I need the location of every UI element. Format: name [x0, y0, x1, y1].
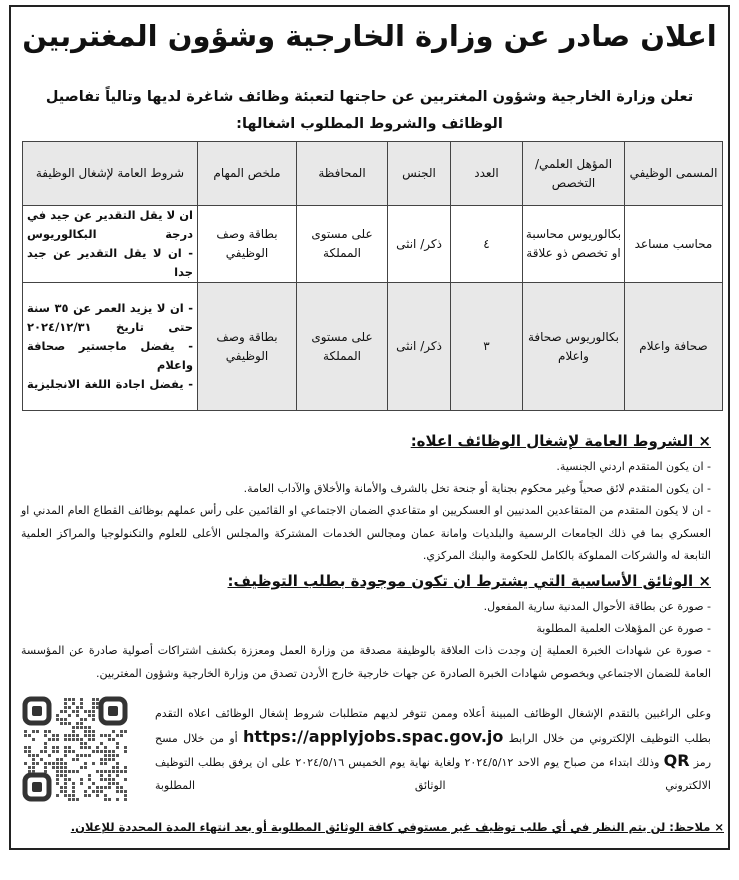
qr-module: [68, 798, 71, 801]
qr-module: [72, 770, 75, 773]
qr-module: [104, 734, 107, 737]
qr-module: [104, 794, 107, 797]
qr-module: [112, 770, 115, 773]
qr-module: [92, 702, 95, 705]
qr-module: [104, 754, 107, 757]
qr-module: [124, 778, 127, 781]
note: × ملاحظ: لن يتم النظر في أي طلب توظيف غير مستوفي كافة الوثائق المطلوبة أو بعد انتهاء المدة المحددة للإعلان.: [70, 820, 724, 834]
qr-module: [60, 774, 63, 777]
qr-module: [96, 698, 99, 701]
qr-module: [120, 734, 123, 737]
qr-module: [92, 782, 95, 785]
qr-module: [52, 766, 55, 769]
qr-module: [120, 790, 123, 793]
qr-module: [96, 702, 99, 705]
qr-module: [56, 750, 59, 753]
qr-module: [112, 750, 115, 753]
qr-module: [36, 762, 39, 765]
qr-module: [68, 698, 71, 701]
qr-module: [84, 754, 87, 757]
qr-module: [64, 710, 67, 713]
qr-module: [68, 750, 71, 753]
qr-module: [88, 774, 91, 777]
qr-module: [64, 774, 67, 777]
qr-module: [124, 794, 127, 797]
qr-module: [124, 730, 127, 733]
qr-module: [80, 766, 83, 769]
qr-module: [68, 738, 71, 741]
header-conditions: شروط العامة لإشغال الوظيفة: [23, 142, 198, 206]
qr-module: [80, 754, 83, 757]
qr-module: [92, 790, 95, 793]
qr-module: [88, 754, 91, 757]
qr-module: [52, 746, 55, 749]
qr-module: [88, 738, 91, 741]
qr-module: [64, 790, 67, 793]
qr-module: [116, 746, 119, 749]
qr-module: [52, 734, 55, 737]
qr-module: [24, 730, 27, 733]
cell-governorate: على مستوى المملكة: [297, 206, 388, 283]
qr-module: [92, 738, 95, 741]
qr-module: [72, 790, 75, 793]
qr-module: [64, 738, 67, 741]
qr-module: [76, 726, 79, 729]
qr-module: [84, 734, 87, 737]
apply-text: أو من خلال مسح رمز: [155, 731, 712, 769]
header-title: المسمى الوظيفي: [625, 142, 723, 206]
qr-module: [48, 754, 51, 757]
document-item: - صورة عن بطاقة الأحوال المدنية سارية المفعول.: [483, 600, 711, 613]
table-row: [23, 283, 723, 411]
qr-module: [84, 718, 87, 721]
qr-module: [112, 778, 115, 781]
qr-module: [100, 762, 103, 765]
cell-qualification: بكالوريوس محاسبة او تخصص ذو علاقة: [523, 206, 625, 283]
qr-label: QR: [663, 751, 690, 770]
intro-text: تعلن وزارة الخارجية وشؤون المغتربين عن حاجتها لتعبئة وظائف شاغرة لديها وتالياً تفاصيل الوظائف والشروط المطلوب اشغالها:: [45, 89, 694, 132]
condition-line: ان لا يقل التقدير عن جيد في درجة البكالوريوس: [27, 208, 193, 241]
qr-module: [28, 754, 31, 757]
qr-module: [104, 798, 107, 801]
qr-module: [72, 750, 75, 753]
qr-module: [64, 778, 67, 781]
qr-module: [60, 710, 63, 713]
cell-tasks: بطاقة وصف الوظيفي: [198, 206, 297, 283]
qr-module: [32, 762, 35, 765]
qr-module: [60, 722, 63, 725]
qr-module: [88, 746, 91, 749]
qr-module: [76, 722, 79, 725]
qr-module: [36, 754, 39, 757]
documents-section: [21, 568, 711, 685]
qr-module: [88, 778, 91, 781]
general-item: - ان لا يكون المتقدم من المتقاعدين المدنيين او العسكريين او متقاعدي الضمان الاجتماعي او القائمين على رأس عملهم بوظائف القطاع العام المدني او العسكري بما في ذلك الجامعات الرسمية والبلديات وامانة عمان ومجالس الخدمات المشتركة والمجلس الأعلى للعلوم والتكنولوجيا والمراكز العلمية التابعة له والشركات المملوكة بالكامل للحكومة والبنك المركزي.: [21, 504, 711, 562]
qr-module: [100, 742, 103, 745]
qr-module: [40, 750, 43, 753]
qr-module: [116, 782, 119, 785]
qr-module: [64, 698, 67, 701]
qr-module: [108, 782, 111, 785]
qr-module: [28, 746, 31, 749]
qr-module: [108, 786, 111, 789]
qr-module: [80, 702, 83, 705]
qr-module: [100, 758, 103, 761]
qr-module: [72, 738, 75, 741]
qr-module: [72, 730, 75, 733]
condition-line: - ان لا يزيد العمر عن ٣٥ سنة حتى تاريخ ٢٠٢٤/١٢/٣١: [27, 301, 193, 334]
qr-module: [64, 786, 67, 789]
qr-module: [72, 710, 75, 713]
qr-module: [84, 710, 87, 713]
qr-module: [76, 770, 79, 773]
qr-module: [64, 766, 67, 769]
qr-module: [28, 734, 31, 737]
qr-module: [120, 770, 123, 773]
qr-module: [116, 770, 119, 773]
general-conditions-heading: × الشروط العامة لإشغال الوظائف اعلاه:: [410, 432, 711, 450]
qr-module: [68, 770, 71, 773]
qr-module: [108, 774, 111, 777]
qr-module: [88, 726, 91, 729]
qr-module: [56, 714, 59, 717]
qr-module: [100, 790, 103, 793]
qr-module: [48, 762, 51, 765]
qr-module: [72, 758, 75, 761]
qr-module: [56, 734, 59, 737]
header-count: العدد: [451, 142, 523, 206]
qr-module: [88, 710, 91, 713]
qr-module: [64, 746, 67, 749]
qr-module: [88, 786, 91, 789]
qr-module: [60, 762, 63, 765]
qr-module: [40, 758, 43, 761]
qr-module: [72, 782, 75, 785]
qr-module: [64, 706, 67, 709]
qr-module: [108, 750, 111, 753]
qr-module: [116, 762, 119, 765]
qr-module: [24, 762, 27, 765]
qr-module: [96, 786, 99, 789]
qr-module: [116, 742, 119, 745]
condition-line: - يفضل اجادة اللغة الانجليزية: [27, 377, 193, 391]
qr-module: [64, 794, 67, 797]
qr-module: [104, 770, 107, 773]
qr-module: [24, 746, 27, 749]
apply-instructions: [155, 703, 711, 797]
qr-module: [60, 786, 63, 789]
qr-module: [28, 770, 31, 773]
qr-module: [104, 786, 107, 789]
qr-module: [88, 794, 91, 797]
qr-module: [44, 742, 47, 745]
documents-heading: × الوثائق الأساسية التي يشترط ان تكون موجودة بطلب التوظيف:: [227, 572, 711, 590]
qr-module: [64, 722, 67, 725]
cell-conditions: [23, 206, 198, 283]
qr-module: [64, 754, 67, 757]
qr-module: [112, 754, 115, 757]
cell-tasks: بطاقة وصف الوظيفي: [198, 283, 297, 411]
qr-module: [92, 714, 95, 717]
qr-module: [56, 766, 59, 769]
qr-module: [72, 726, 75, 729]
apply-text: وعلى الراغبين بالتقدم الإشغال الوظائف المبينة أعلاه وممن تتوفر لديهم متطلبات شروط إشغال الوظائف اعلاه التقدم بطلب التوظيف الإلكتروني من خلال الرابط: [155, 707, 711, 745]
qr-module: [104, 758, 107, 761]
qr-module: [56, 770, 59, 773]
qr-module: [56, 794, 59, 797]
qr-module: [92, 710, 95, 713]
qr-module: [80, 698, 83, 701]
qr-module: [48, 730, 51, 733]
qr-module: [56, 774, 59, 777]
qr-module: [68, 778, 71, 781]
qr-module: [28, 766, 31, 769]
qr-module: [64, 750, 67, 753]
qr-module: [68, 794, 71, 797]
qr-module: [84, 762, 87, 765]
qr-module: [88, 730, 91, 733]
qr-module: [124, 766, 127, 769]
qr-module: [100, 778, 103, 781]
qr-module: [116, 766, 119, 769]
qr-module: [108, 770, 111, 773]
qr-module: [76, 754, 79, 757]
qr-module: [72, 794, 75, 797]
table-row: [23, 206, 723, 283]
cell-conditions: [23, 283, 198, 411]
qr-module: [44, 770, 47, 773]
qr-module: [116, 734, 119, 737]
document-item: - صورة عن شهادات الخبرة العملية إن وجدت ذات العلاقة بالوظيفة مصدقة من وزارة العمل ومعززة بكشف اشتراكات أصولية صادرة عن المؤسسة العامة للضمان الاجتماعي وبخصوص شهادات الخبرة الصادرة عن جهات خارجية خارج الأردن تصدق من وزارة الخارجية وشؤون المغتربين.: [21, 644, 711, 680]
qr-module: [124, 750, 127, 753]
qr-module: [92, 718, 95, 721]
qr-module: [80, 722, 83, 725]
qr-module: [76, 706, 79, 709]
qr-module: [80, 746, 83, 749]
qr-module: [56, 746, 59, 749]
qr-module: [76, 710, 79, 713]
qr-module: [72, 786, 75, 789]
qr-module: [76, 738, 79, 741]
qr-module: [116, 790, 119, 793]
qr-module: [108, 758, 111, 761]
qr-module: [52, 762, 55, 765]
qr-module: [96, 750, 99, 753]
qr-module: [36, 730, 39, 733]
qr-module: [112, 738, 115, 741]
qr-module: [80, 718, 83, 721]
document-item: - صورة عن المؤهلات العلمية المطلوبة: [536, 622, 711, 636]
qr-module: [52, 750, 55, 753]
qr-module: [64, 782, 67, 785]
qr-module: [120, 786, 123, 789]
qr-module: [64, 770, 67, 773]
qr-module: [76, 758, 79, 761]
qr-module: [92, 706, 95, 709]
qr-module: [96, 706, 99, 709]
qr-module: [76, 734, 79, 737]
qr-module: [100, 750, 103, 753]
qr-module: [108, 798, 111, 801]
qr-module: [44, 730, 47, 733]
cell-title: صحافة واعلام: [625, 283, 723, 411]
qr-module: [64, 762, 67, 765]
qr-module: [108, 778, 111, 781]
qr-module: [100, 786, 103, 789]
general-item: - ان يكون المتقدم لائق صحياً وغير محكوم بجناية أو جنحة تخل بالشرف والأمانة والأخلاق والآداب العامة.: [243, 482, 711, 496]
qr-module: [24, 734, 27, 737]
qr-module: [124, 790, 127, 793]
condition-line: - يفضل ماجستير صحافة واعلام: [27, 339, 193, 372]
qr-module: [88, 734, 91, 737]
qr-module: [80, 782, 83, 785]
apply-dates: وذلك ابتداء من صباح يوم الاحد ٢٠٢٤/٥/١٢ ولغاية نهاية يوم الخميس ٢٠٢٤/٥/١٦ على ان يرفق بطلب التوظيف الالكتروني الوثائق المطلوبة: [155, 756, 711, 792]
cell-gender: ذكر/ انثى: [388, 206, 451, 283]
qr-module: [116, 786, 119, 789]
qr-module: [72, 702, 75, 705]
qr-module: [44, 766, 47, 769]
qr-module: [64, 734, 67, 737]
qr-module: [112, 730, 115, 733]
qr-module: [92, 750, 95, 753]
qr-module: [112, 782, 115, 785]
apply-link[interactable]: https://applyjobs.spac.gov.jo: [243, 726, 504, 746]
qr-module: [120, 730, 123, 733]
qr-module: [104, 746, 107, 749]
qr-module: [80, 778, 83, 781]
qr-module: [80, 706, 83, 709]
qr-code-icon[interactable]: [20, 694, 130, 804]
qr-module: [72, 698, 75, 701]
qr-module: [108, 738, 111, 741]
qr-module: [68, 734, 71, 737]
qr-module: [56, 782, 59, 785]
qr-module: [100, 770, 103, 773]
general-conditions-section: [21, 428, 711, 567]
qr-module: [32, 766, 35, 769]
qr-module: [124, 770, 127, 773]
qr-module: [80, 742, 83, 745]
qr-module: [60, 770, 63, 773]
qr-module: [112, 758, 115, 761]
qr-module: [44, 746, 47, 749]
header-tasks: ملخص المهام: [198, 142, 297, 206]
qr-module: [92, 730, 95, 733]
qr-module: [84, 766, 87, 769]
qr-module: [28, 750, 31, 753]
qr-module: [56, 778, 59, 781]
qr-module: [108, 754, 111, 757]
qr-module: [104, 778, 107, 781]
qr-module: [104, 762, 107, 765]
qr-module: [72, 798, 75, 801]
qr-module: [84, 746, 87, 749]
qr-module: [76, 714, 79, 717]
qr-module: [80, 738, 83, 741]
qr-module: [88, 714, 91, 717]
qr-module: [44, 750, 47, 753]
qr-module: [92, 762, 95, 765]
general-item: - ان يكون المتقدم اردني الجنسية.: [556, 460, 711, 473]
table-header-row: [23, 142, 723, 206]
qr-module: [96, 746, 99, 749]
qr-module: [32, 770, 35, 773]
header-governorate: المحافظة: [297, 142, 388, 206]
qr-module: [96, 790, 99, 793]
qr-module: [124, 798, 127, 801]
qr-module: [96, 770, 99, 773]
qr-module: [76, 798, 79, 801]
jobs-table: [22, 141, 723, 411]
qr-module: [92, 698, 95, 701]
qr-module: [32, 754, 35, 757]
qr-module: [100, 734, 103, 737]
qr-module: [112, 766, 115, 769]
qr-module: [32, 738, 35, 741]
qr-module: [44, 762, 47, 765]
qr-module: [108, 734, 111, 737]
qr-module: [104, 750, 107, 753]
qr-module: [24, 750, 27, 753]
qr-module: [100, 774, 103, 777]
qr-module: [84, 790, 87, 793]
qr-module: [92, 734, 95, 737]
qr-module: [84, 730, 87, 733]
qr-module: [60, 718, 63, 721]
qr-module: [84, 794, 87, 797]
cell-count: ٤: [451, 206, 523, 283]
qr-module: [84, 742, 87, 745]
header-gender: الجنس: [388, 142, 451, 206]
qr-module: [116, 754, 119, 757]
qr-module: [124, 746, 127, 749]
qr-module: [68, 722, 71, 725]
qr-module: [56, 758, 59, 761]
qr-module: [56, 718, 59, 721]
ad-title: اعلان صادر عن وزارة الخارجية وشؤون المغتربين: [22, 19, 717, 53]
qr-module: [64, 718, 67, 721]
qr-module: [32, 730, 35, 733]
qr-module: [80, 726, 83, 729]
qr-module: [60, 766, 63, 769]
qr-module: [116, 774, 119, 777]
cell-count: ٣: [451, 283, 523, 411]
qr-module: [64, 702, 67, 705]
qr-module: [44, 734, 47, 737]
qr-module: [60, 790, 63, 793]
cell-gender: ذكر/ انثى: [388, 283, 451, 411]
cell-governorate: على مستوى المملكة: [297, 283, 388, 411]
qr-module: [32, 758, 35, 761]
header-qualification: المؤهل العلمي/ التخصص: [523, 142, 625, 206]
qr-module: [52, 738, 55, 741]
qr-module: [60, 758, 63, 761]
qr-module: [68, 714, 71, 717]
condition-line: - ان لا يقل التقدير عن جيد جدا: [27, 246, 193, 279]
qr-module: [72, 734, 75, 737]
cell-qualification: بكالوريوس صحافة واعلام: [523, 283, 625, 411]
qr-module: [96, 794, 99, 797]
qr-module: [116, 798, 119, 801]
qr-module: [48, 738, 51, 741]
qr-module: [56, 738, 59, 741]
qr-module: [56, 762, 59, 765]
qr-module: [68, 706, 71, 709]
qr-module: [84, 726, 87, 729]
qr-module: [68, 746, 71, 749]
cell-title: محاسب مساعد: [625, 206, 723, 283]
